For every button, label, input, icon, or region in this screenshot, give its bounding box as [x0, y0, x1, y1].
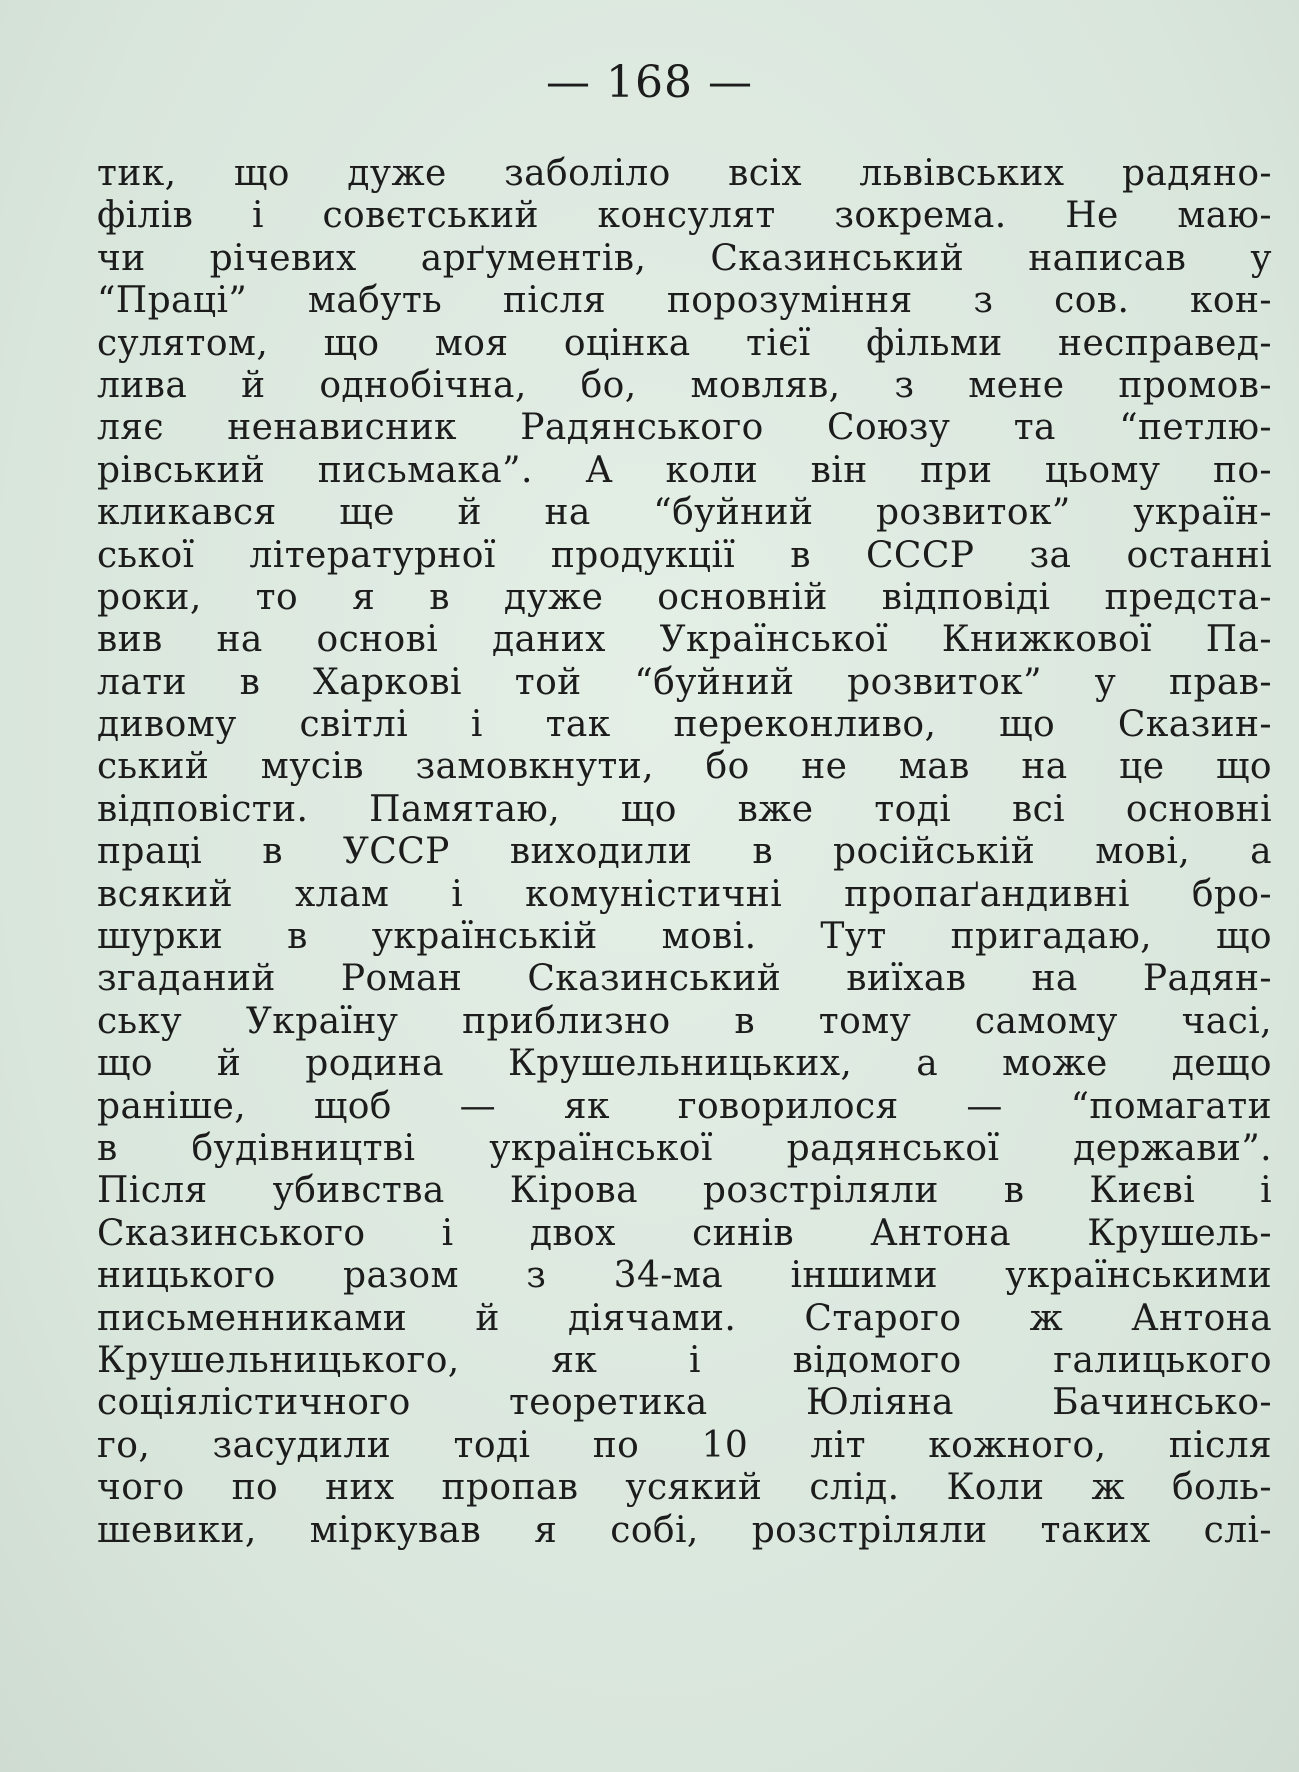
word: це — [1119, 746, 1165, 788]
word: що — [1215, 916, 1272, 958]
word: у — [1094, 661, 1117, 703]
text-line — [97, 1340, 1272, 1382]
word: після — [502, 280, 607, 322]
body-text — [97, 153, 1272, 1552]
word: Української — [659, 619, 888, 661]
word: сулятом, — [97, 322, 269, 364]
word: Після — [97, 1170, 208, 1212]
word: ж — [1091, 1467, 1125, 1509]
word: тому — [818, 1000, 912, 1042]
word: української — [489, 1127, 713, 1169]
word: тик, — [97, 153, 177, 194]
text-line — [97, 619, 1272, 661]
word: й — [457, 492, 482, 534]
word: арґументів, — [420, 237, 647, 279]
word: предста- — [1104, 576, 1272, 618]
word: як — [551, 1339, 598, 1381]
word: Харкові — [313, 661, 462, 703]
word: самому — [974, 1000, 1118, 1042]
word: “буйний — [653, 492, 814, 534]
word: убивства — [272, 1170, 445, 1212]
word: лати — [97, 661, 187, 703]
text-line — [97, 831, 1272, 873]
word: міркував — [309, 1509, 482, 1551]
word: світлі — [299, 704, 409, 746]
text-line — [97, 407, 1272, 449]
word: відповіді — [881, 576, 1051, 618]
word: будівництві — [191, 1127, 416, 1169]
text-line — [97, 1510, 1272, 1552]
word: фільми — [866, 322, 1003, 364]
word: засудили — [212, 1424, 392, 1466]
word: так — [545, 704, 611, 746]
word: річевих — [209, 237, 357, 279]
word: і — [688, 1339, 701, 1381]
text-line — [97, 1128, 1272, 1170]
word: соціялістичного — [97, 1382, 411, 1424]
word: вив — [97, 619, 163, 661]
word: Антона — [1131, 1297, 1272, 1339]
word: Радянського — [520, 407, 764, 449]
word: іншими — [790, 1255, 938, 1297]
word: з — [973, 280, 994, 322]
word: бро- — [1191, 873, 1272, 915]
word: таких — [1040, 1509, 1151, 1551]
word: Сказинський — [710, 237, 965, 279]
word: хлам — [294, 873, 390, 915]
word: Крушельницьких, — [507, 1043, 853, 1085]
word: боль- — [1171, 1467, 1272, 1509]
word: основі — [316, 619, 439, 661]
word: Не — [1065, 195, 1119, 237]
word: він — [810, 449, 868, 491]
word: а — [916, 1043, 939, 1085]
word: родина — [305, 1043, 445, 1085]
word: в — [1003, 1170, 1025, 1212]
word: Сказинський — [527, 958, 782, 1000]
word: “петлю- — [1119, 407, 1272, 449]
word: згаданий — [97, 958, 276, 1000]
word: усякий — [625, 1467, 763, 1509]
word: що — [323, 322, 380, 364]
word: моя — [434, 322, 509, 364]
word: комуністичні — [525, 873, 783, 915]
word: всякий — [97, 873, 234, 915]
word: несправед- — [1058, 322, 1272, 364]
word: зокрема. — [834, 195, 1007, 237]
word: Бачинсько- — [1052, 1382, 1272, 1424]
word: і — [441, 1212, 454, 1254]
word: чого — [97, 1467, 185, 1509]
word: українській — [371, 916, 598, 958]
word: відомого — [792, 1339, 962, 1381]
word: розстріляли — [702, 1170, 939, 1212]
word: радянської — [786, 1127, 1000, 1169]
word: письмака”. — [317, 449, 533, 491]
word: ще — [339, 492, 395, 534]
word: всі — [1011, 788, 1066, 830]
word: даних — [491, 619, 606, 661]
word: радяно- — [1121, 153, 1272, 194]
word: що — [233, 153, 290, 194]
word: ницького — [97, 1255, 276, 1297]
word: в — [97, 1127, 118, 1169]
word: шурки — [97, 916, 224, 958]
word: тоді — [453, 1424, 531, 1466]
word: Книжкової — [941, 619, 1152, 661]
word: “помагати — [1070, 1085, 1272, 1127]
word: Тут — [820, 916, 887, 958]
word: пропаґандивні — [844, 873, 1130, 915]
word: на — [1031, 958, 1078, 1000]
word: літ — [810, 1424, 866, 1466]
word: раніше, — [97, 1085, 247, 1127]
word: Юліяна — [805, 1382, 954, 1424]
word: пропав — [441, 1467, 579, 1509]
word: і — [1260, 1170, 1272, 1212]
word: не — [801, 746, 848, 788]
text-line — [97, 1001, 1272, 1043]
word: що — [1215, 746, 1272, 788]
word: Сказинського — [97, 1212, 366, 1254]
text-line — [97, 1382, 1272, 1424]
word: двох — [529, 1212, 616, 1254]
word: го, — [97, 1424, 151, 1466]
word: продукції — [550, 534, 736, 576]
word: Крушель- — [1087, 1212, 1272, 1254]
text-line — [97, 916, 1272, 958]
word: консулят — [597, 195, 776, 237]
word: заболіло — [504, 153, 671, 194]
text-line — [97, 1298, 1272, 1340]
word: — — [459, 1085, 497, 1127]
word: розстріляли — [751, 1509, 988, 1551]
word: по — [592, 1424, 640, 1466]
word: шевики, — [97, 1509, 257, 1551]
word: то — [255, 576, 299, 618]
word: я — [534, 1509, 558, 1551]
word: Україну — [245, 1000, 399, 1042]
word: “буйний — [634, 661, 795, 703]
word: в — [287, 916, 308, 958]
word: мусів — [260, 746, 364, 788]
word: роки, — [97, 576, 202, 618]
word: мабуть — [307, 280, 443, 322]
word: як — [563, 1085, 610, 1127]
word: маю- — [1177, 195, 1272, 237]
word: А — [585, 449, 613, 491]
word: останні — [1126, 534, 1272, 576]
text-line — [97, 195, 1272, 237]
word: філів — [97, 195, 194, 237]
word: той — [514, 661, 582, 703]
word: кликався — [97, 492, 277, 534]
text-line — [97, 1425, 1272, 1467]
word: і — [251, 195, 264, 237]
word: Союзу — [827, 407, 951, 449]
word: праці — [97, 831, 203, 873]
word: діячами. — [567, 1297, 737, 1339]
word: і — [451, 873, 464, 915]
page-number: — 168 — — [546, 57, 753, 108]
text-line — [97, 238, 1272, 280]
text-line — [97, 1170, 1272, 1212]
word: розвиток” — [847, 661, 1042, 703]
word: відповісти. — [97, 788, 309, 830]
word: держави”. — [1073, 1127, 1272, 1169]
word: дещо — [1171, 1043, 1272, 1085]
word: чи — [97, 237, 146, 279]
word: УССР — [342, 831, 450, 873]
word: в — [790, 534, 811, 576]
word: в — [262, 831, 283, 873]
word: “Праці” — [97, 280, 248, 322]
text-line — [97, 874, 1272, 916]
word: них — [325, 1467, 395, 1509]
word: пригадаю, — [950, 916, 1153, 958]
word: ської — [97, 534, 195, 576]
word: по- — [1212, 449, 1272, 491]
word: мене — [968, 364, 1065, 406]
word: мовляв, — [690, 364, 841, 406]
word: кожного, — [928, 1424, 1107, 1466]
word: після — [1168, 1424, 1272, 1466]
word: на — [544, 492, 591, 534]
text-line — [97, 1086, 1272, 1128]
word: слі- — [1203, 1509, 1272, 1551]
word: мові, — [1095, 831, 1191, 873]
text-line — [97, 365, 1272, 407]
word: тоді — [874, 788, 952, 830]
word: Роман — [340, 958, 463, 1000]
word: при — [920, 449, 993, 491]
word: літературної — [249, 534, 496, 576]
word: дуже — [503, 576, 604, 618]
word: дуже — [347, 153, 447, 194]
word: основні — [1125, 788, 1272, 830]
word: оцінка — [563, 322, 691, 364]
word: Радян- — [1142, 958, 1272, 1000]
word: ляє — [97, 407, 164, 449]
word: й — [241, 364, 266, 406]
word: разом — [343, 1255, 459, 1297]
word: за — [1029, 534, 1072, 576]
text-line — [97, 1043, 1272, 1085]
word: Кірова — [509, 1170, 638, 1212]
text-line — [97, 323, 1272, 365]
word: щоб — [313, 1085, 392, 1127]
word: й — [216, 1043, 242, 1085]
word: Крушельницького, — [97, 1339, 460, 1381]
text-line — [97, 958, 1272, 1000]
text-line — [97, 704, 1272, 746]
word: собі, — [610, 1509, 699, 1551]
word: українськими — [1005, 1255, 1272, 1297]
word: замовкнути, — [415, 746, 654, 788]
word: говорилося — [677, 1085, 899, 1127]
word: може — [1002, 1043, 1108, 1085]
word: прав- — [1169, 661, 1272, 703]
text-line — [97, 1467, 1272, 1509]
word: україн- — [1133, 492, 1272, 534]
word: мові. — [661, 916, 757, 958]
word: у — [1250, 237, 1272, 279]
word: галицького — [1053, 1339, 1272, 1381]
word: мав — [898, 746, 970, 788]
word: ську — [97, 1000, 183, 1042]
word: — — [966, 1085, 1003, 1127]
word: сов. — [1054, 280, 1130, 322]
word: Па- — [1205, 619, 1272, 661]
word: 10 — [701, 1424, 749, 1466]
word: Києві — [1089, 1170, 1196, 1212]
word: на — [216, 619, 263, 661]
word: дивому — [97, 704, 237, 746]
word: бо, — [580, 364, 637, 406]
word: в — [429, 576, 450, 618]
word: 34-ма — [613, 1255, 724, 1297]
word: синів — [692, 1212, 795, 1254]
text-line — [97, 450, 1272, 492]
text-line — [97, 789, 1272, 831]
word: ський — [97, 746, 210, 788]
word: совєтський — [322, 195, 539, 237]
word: що — [97, 1043, 153, 1085]
word: що — [999, 704, 1056, 746]
word: вже — [737, 788, 814, 830]
word: слід. — [809, 1467, 900, 1509]
text-line — [97, 1213, 1272, 1255]
word: львівських — [859, 153, 1065, 194]
word: в — [239, 661, 261, 703]
word: я — [352, 576, 376, 618]
word: промов- — [1118, 364, 1272, 406]
word: Коли — [946, 1467, 1045, 1509]
word: з — [894, 364, 915, 406]
word: виходили — [509, 831, 693, 873]
text-line — [97, 577, 1272, 619]
word: і — [470, 704, 483, 746]
word: часі, — [1181, 1000, 1272, 1042]
text-line — [97, 153, 1272, 195]
word: переконливо, — [673, 704, 937, 746]
word: рівський — [97, 449, 266, 491]
word: порозуміння — [666, 280, 913, 322]
word: цьому — [1044, 449, 1161, 491]
word: в — [752, 831, 773, 873]
word: розвиток” — [875, 492, 1071, 534]
word: СССР — [865, 534, 975, 576]
word: що — [620, 788, 677, 830]
word: Памятаю, — [369, 788, 561, 830]
word: Старого — [804, 1297, 962, 1339]
text-line — [97, 662, 1272, 704]
word: лива — [97, 364, 188, 406]
word: російській — [833, 831, 1036, 873]
word: всіх — [728, 153, 802, 194]
word: кон- — [1190, 280, 1272, 322]
word: бо — [705, 746, 750, 788]
word: тієї — [745, 322, 811, 364]
text-line — [97, 746, 1272, 788]
text-line — [97, 492, 1272, 534]
word: виїхав — [846, 958, 967, 1000]
text-line — [97, 1255, 1272, 1297]
word: Сказин- — [1117, 704, 1272, 746]
word: коли — [665, 449, 759, 491]
word: в — [734, 1000, 756, 1042]
word: та — [1013, 407, 1056, 449]
word: з — [526, 1255, 547, 1297]
word: однобічна, — [319, 364, 527, 406]
word: теоретика — [508, 1382, 708, 1424]
word: й — [475, 1297, 500, 1339]
word: написав — [1028, 237, 1187, 279]
word: приблизно — [462, 1000, 671, 1042]
text-line — [97, 280, 1272, 322]
word: ж — [1029, 1297, 1064, 1339]
word: письменниками — [97, 1297, 408, 1339]
word: ненависник — [227, 407, 457, 449]
word: на — [1021, 746, 1068, 788]
text-line — [97, 535, 1272, 577]
word: основній — [657, 576, 828, 618]
word: Антона — [870, 1212, 1011, 1254]
word: а — [1250, 831, 1272, 873]
word: по — [231, 1467, 279, 1509]
